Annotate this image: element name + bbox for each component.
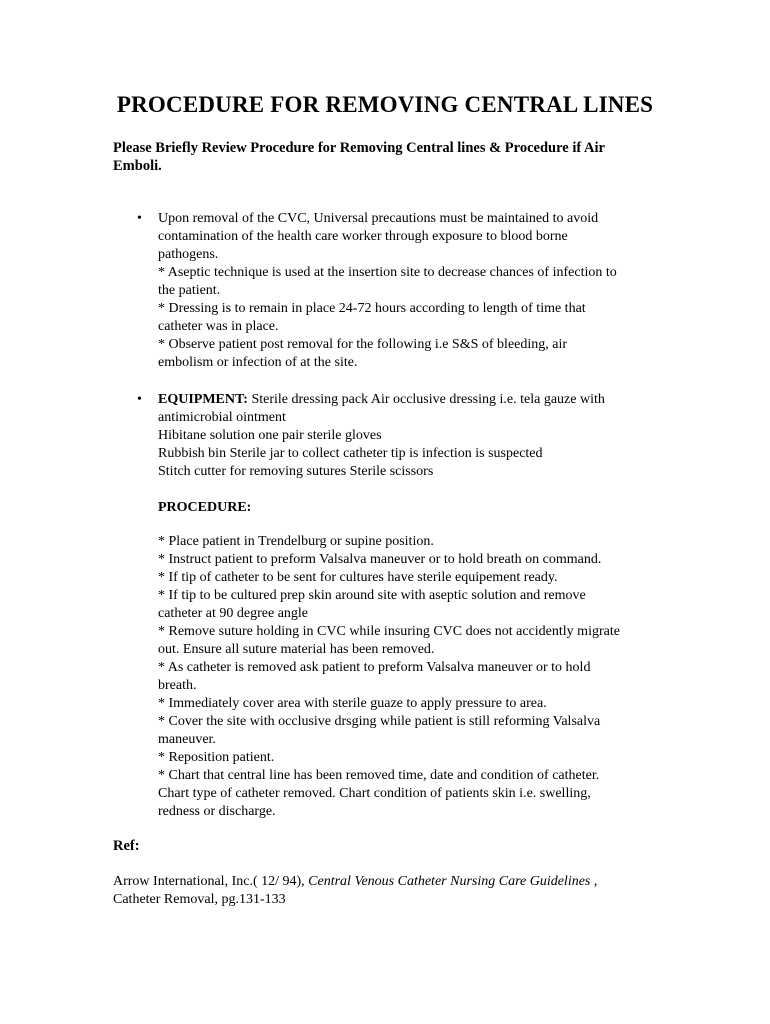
procedure-line: * Cover the site with occlusive drsging while patient is still reforming Valsalva bbox=[158, 714, 601, 729]
procedure-line: Chart type of catheter removed. Chart condition of patients skin i.e. swelling, bbox=[158, 786, 591, 801]
precautions-line: catheter was in place. bbox=[158, 319, 279, 334]
reference-line: Catheter Removal, pg.131-133 bbox=[113, 892, 286, 907]
reference-line bbox=[113, 873, 673, 891]
procedure-heading: PROCEDURE: bbox=[158, 500, 252, 515]
reference-heading: Ref: bbox=[113, 838, 140, 854]
procedure-line: * Place patient in Trendelburg or supine position. bbox=[158, 534, 434, 549]
equipment-line: Rubbish bin Sterile jar to collect catheter tip is infection is suspected bbox=[158, 446, 543, 461]
precautions-line: contamination of the health care worker through exposure to blood borne bbox=[158, 229, 568, 244]
precautions-line: pathogens. bbox=[158, 247, 219, 262]
procedure-line: maneuver. bbox=[158, 732, 216, 747]
equipment-first-line-text: Sterile dressing pack Air occlusive dressing i.e. tela gauze with bbox=[247, 392, 605, 407]
procedure-line: * If tip to be cultured prep skin around site with aseptic solution and remove bbox=[158, 588, 586, 603]
document-subtitle bbox=[113, 139, 658, 175]
bullet-icon: • bbox=[137, 211, 142, 226]
procedure-line: * Instruct patient to preform Valsalva maneuver or to hold breath on command. bbox=[158, 552, 602, 567]
subtitle-line: Please Briefly Review Procedure for Removing Central lines & Procedure if Air bbox=[113, 140, 605, 156]
bullet-icon: • bbox=[137, 392, 142, 407]
procedure-line: * Remove suture holding in CVC while insuring CVC does not accidently migrate bbox=[158, 624, 620, 639]
precautions-line: * Dressing is to remain in place 24-72 hours according to length of time that bbox=[158, 301, 586, 316]
equipment-line: antimicrobial ointment bbox=[158, 410, 286, 425]
precautions-line: the patient. bbox=[158, 283, 221, 298]
reference-title: Central Venous Catheter Nursing Care Guidelines bbox=[308, 874, 591, 889]
precautions-line: * Observe patient post removal for the following i.e S&S of bleeding, air bbox=[158, 337, 568, 352]
precautions-line: embolism or infection of at the site. bbox=[158, 355, 358, 370]
procedure-line: catheter at 90 degree angle bbox=[158, 606, 309, 621]
reference-citation bbox=[113, 873, 673, 909]
procedure-line: * Reposition patient. bbox=[158, 750, 275, 765]
procedure-line: * If tip of catheter to be sent for cultures have sterile equipement ready. bbox=[158, 570, 558, 585]
subtitle-line: Emboli. bbox=[113, 158, 162, 174]
procedure-line: * As catheter is removed ask patient to preform Valsalva maneuver or to hold bbox=[158, 660, 591, 675]
procedure-line: breath. bbox=[158, 678, 197, 693]
procedure-line: out. Ensure all suture material has been removed. bbox=[158, 642, 435, 657]
equipment-label: EQUIPMENT: bbox=[158, 392, 248, 407]
procedure-line: redness or discharge. bbox=[158, 804, 276, 819]
reference-author: Arrow International, Inc.( 12/ 94), bbox=[113, 874, 309, 889]
equipment-text bbox=[158, 391, 668, 481]
procedure-steps bbox=[158, 533, 668, 821]
document-title: PROCEDURE FOR REMOVING CENTRAL LINES bbox=[116, 92, 654, 117]
equipment-first-line bbox=[158, 391, 668, 409]
procedure-line: * Immediately cover area with sterile guaze to apply pressure to area. bbox=[158, 696, 547, 711]
precautions-text bbox=[158, 210, 668, 372]
equipment-line: Stitch cutter for removing sutures Sterile scissors bbox=[158, 464, 434, 479]
equipment-line: Hibitane solution one pair sterile gloves bbox=[158, 428, 382, 443]
procedure-line: * Chart that central line has been removed time, date and condition of catheter. bbox=[158, 768, 600, 783]
precautions-line: * Aseptic technique is used at the insertion site to decrease chances of infection to bbox=[158, 265, 617, 280]
reference-punct: , bbox=[590, 874, 598, 889]
precautions-line: Upon removal of the CVC, Universal precautions must be maintained to avoid bbox=[158, 211, 599, 226]
